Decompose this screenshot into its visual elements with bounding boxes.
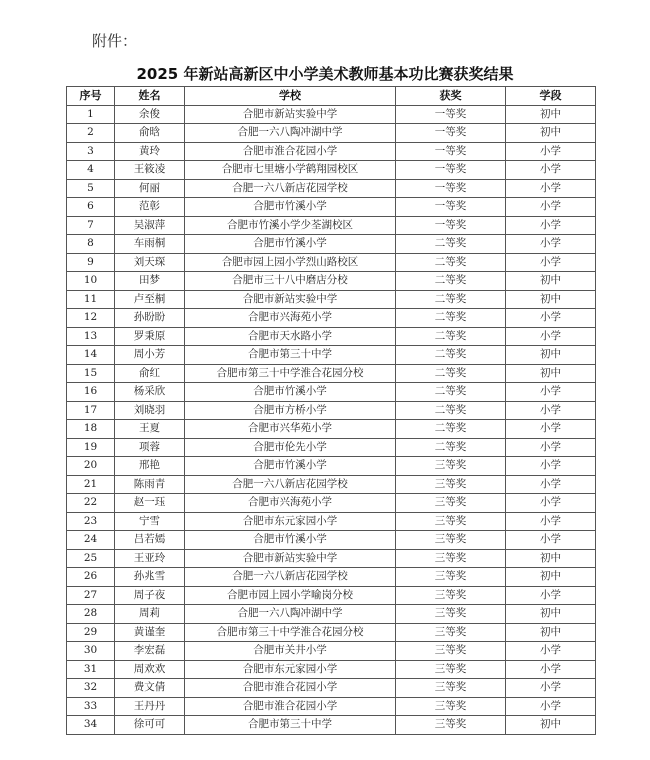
cell-award: 三等奖 (396, 568, 506, 587)
cell-school: 合肥市七里塘小学鹤翔园校区 (185, 161, 396, 180)
cell-level: 初中 (506, 105, 596, 124)
cell-level: 小学 (506, 457, 596, 476)
cell-name: 周欢欢 (115, 660, 185, 679)
cell-award: 二等奖 (396, 420, 506, 439)
table-row (67, 457, 596, 476)
table-row (67, 697, 596, 716)
cell-level: 小学 (506, 383, 596, 402)
cell-school: 合肥市兴海苑小学 (185, 309, 396, 328)
table-row (67, 401, 596, 420)
table-row (67, 438, 596, 457)
cell-level: 小学 (506, 198, 596, 217)
cell-level: 初中 (506, 290, 596, 309)
table-row (67, 364, 596, 383)
cell-index: 15 (67, 364, 115, 383)
cell-index: 23 (67, 512, 115, 531)
cell-index: 6 (67, 198, 115, 217)
cell-school: 合肥市竹溪小学 (185, 235, 396, 254)
table-row (67, 142, 596, 161)
table-row (67, 253, 596, 272)
cell-name: 刘天琛 (115, 253, 185, 272)
table-row (67, 549, 596, 568)
cell-school: 合肥市第三十中学淮合花园分校 (185, 364, 396, 383)
document-title: 2025 年新站高新区中小学美术教师基本功比赛获奖结果 (136, 65, 514, 83)
cell-school: 合肥市园上园小学喻岗分校 (185, 586, 396, 605)
cell-name: 周小芳 (115, 346, 185, 365)
cell-name: 王亚玲 (115, 549, 185, 568)
cell-index: 28 (67, 605, 115, 624)
cell-name: 宁雪 (115, 512, 185, 531)
cell-level: 小学 (506, 494, 596, 513)
cell-school: 合肥市淮合花园小学 (185, 697, 396, 716)
cell-school: 合肥市新站实验中学 (185, 549, 396, 568)
cell-name: 何丽 (115, 179, 185, 198)
table-row (67, 512, 596, 531)
table-row (67, 309, 596, 328)
cell-name: 李宏磊 (115, 642, 185, 661)
cell-index: 33 (67, 697, 115, 716)
table-row (67, 216, 596, 235)
cell-name: 王夏 (115, 420, 185, 439)
cell-level: 小学 (506, 642, 596, 661)
cell-school: 合肥市竹溪小学 (185, 383, 396, 402)
cell-level: 初中 (506, 716, 596, 735)
table-row (67, 716, 596, 735)
cell-award: 三等奖 (396, 623, 506, 642)
cell-name: 余俊 (115, 105, 185, 124)
cell-level: 小学 (506, 697, 596, 716)
cell-name: 俞红 (115, 364, 185, 383)
cell-school: 合肥市三十八中磨店分校 (185, 272, 396, 291)
cell-school: 合肥市方桥小学 (185, 401, 396, 420)
cell-name: 黄玲 (115, 142, 185, 161)
cell-school: 合肥市兴华苑小学 (185, 420, 396, 439)
cell-level: 初中 (506, 272, 596, 291)
cell-award: 一等奖 (396, 161, 506, 180)
table-row (67, 531, 596, 550)
cell-index: 20 (67, 457, 115, 476)
header-school: 学校 (185, 87, 396, 106)
cell-award: 二等奖 (396, 253, 506, 272)
table-row (67, 623, 596, 642)
cell-school: 合肥市新站实验中学 (185, 290, 396, 309)
table-row (67, 475, 596, 494)
cell-name: 吕若嫣 (115, 531, 185, 550)
cell-school: 合肥市兴海苑小学 (185, 494, 396, 513)
cell-name: 孙兆雪 (115, 568, 185, 587)
table-row (67, 198, 596, 217)
cell-award: 三等奖 (396, 679, 506, 698)
cell-level: 小学 (506, 179, 596, 198)
cell-name: 邢艳 (115, 457, 185, 476)
cell-school: 合肥市新站实验中学 (185, 105, 396, 124)
cell-school: 合肥市伦先小学 (185, 438, 396, 457)
cell-school: 合肥市园上园小学烈山路校区 (185, 253, 396, 272)
cell-index: 5 (67, 179, 115, 198)
table-row (67, 586, 596, 605)
cell-index: 4 (67, 161, 115, 180)
table-row (67, 679, 596, 698)
cell-name: 卢至桐 (115, 290, 185, 309)
cell-name: 刘晓羽 (115, 401, 185, 420)
cell-index: 9 (67, 253, 115, 272)
cell-name: 田梦 (115, 272, 185, 291)
cell-level: 初中 (506, 605, 596, 624)
cell-index: 14 (67, 346, 115, 365)
cell-level: 初中 (506, 346, 596, 365)
cell-level: 小学 (506, 586, 596, 605)
cell-award: 二等奖 (396, 272, 506, 291)
table-row (67, 272, 596, 291)
cell-level: 小学 (506, 679, 596, 698)
cell-school: 合肥一六八新店花园学校 (185, 475, 396, 494)
cell-school: 合肥市东元家园小学 (185, 660, 396, 679)
cell-level: 小学 (506, 660, 596, 679)
cell-name: 吴淑萍 (115, 216, 185, 235)
cell-index: 25 (67, 549, 115, 568)
cell-level: 小学 (506, 438, 596, 457)
cell-index: 19 (67, 438, 115, 457)
cell-award: 二等奖 (396, 309, 506, 328)
table-row (67, 290, 596, 309)
cell-school: 合肥市天水路小学 (185, 327, 396, 346)
header-award: 获奖 (396, 87, 506, 106)
cell-school: 合肥市第三十中学 (185, 346, 396, 365)
cell-school: 合肥市竹溪小学 (185, 198, 396, 217)
cell-level: 初中 (506, 568, 596, 587)
table-row (67, 105, 596, 124)
table-row (67, 605, 596, 624)
cell-award: 一等奖 (396, 179, 506, 198)
cell-name: 黄谨奎 (115, 623, 185, 642)
cell-level: 小学 (506, 309, 596, 328)
attachment-label: 附件： (92, 32, 138, 50)
cell-level: 小学 (506, 401, 596, 420)
table-row (67, 660, 596, 679)
cell-award: 三等奖 (396, 457, 506, 476)
cell-name: 车雨桐 (115, 235, 185, 254)
cell-award: 三等奖 (396, 660, 506, 679)
cell-award: 二等奖 (396, 346, 506, 365)
cell-award: 三等奖 (396, 586, 506, 605)
cell-index: 17 (67, 401, 115, 420)
cell-award: 三等奖 (396, 512, 506, 531)
cell-level: 小学 (506, 327, 596, 346)
cell-index: 30 (67, 642, 115, 661)
cell-award: 三等奖 (396, 605, 506, 624)
cell-index: 22 (67, 494, 115, 513)
header-index: 序号 (67, 87, 115, 106)
cell-school: 合肥一六八陶冲湖中学 (185, 124, 396, 143)
cell-index: 11 (67, 290, 115, 309)
cell-level: 小学 (506, 142, 596, 161)
cell-index: 34 (67, 716, 115, 735)
cell-award: 三等奖 (396, 475, 506, 494)
cell-name: 杨采欣 (115, 383, 185, 402)
table-row (67, 124, 596, 143)
cell-school: 合肥市关井小学 (185, 642, 396, 661)
table-row (67, 383, 596, 402)
cell-name: 王丹丹 (115, 697, 185, 716)
cell-school: 合肥市东元家园小学 (185, 512, 396, 531)
cell-award: 二等奖 (396, 438, 506, 457)
cell-name: 范彰 (115, 198, 185, 217)
cell-index: 26 (67, 568, 115, 587)
cell-index: 2 (67, 124, 115, 143)
cell-award: 二等奖 (396, 383, 506, 402)
cell-index: 24 (67, 531, 115, 550)
cell-level: 小学 (506, 420, 596, 439)
cell-award: 一等奖 (396, 216, 506, 235)
table-row (67, 642, 596, 661)
cell-level: 初中 (506, 364, 596, 383)
cell-index: 29 (67, 623, 115, 642)
cell-level: 初中 (506, 124, 596, 143)
table-row (67, 346, 596, 365)
cell-award: 一等奖 (396, 105, 506, 124)
table-header-row (67, 87, 596, 106)
cell-level: 小学 (506, 235, 596, 254)
cell-award: 一等奖 (396, 142, 506, 161)
cell-award: 二等奖 (396, 401, 506, 420)
cell-index: 3 (67, 142, 115, 161)
cell-index: 18 (67, 420, 115, 439)
table-row (67, 327, 596, 346)
cell-award: 三等奖 (396, 494, 506, 513)
cell-school: 合肥市竹溪小学 (185, 457, 396, 476)
cell-level: 小学 (506, 253, 596, 272)
cell-index: 16 (67, 383, 115, 402)
cell-school: 合肥市第三十中学 (185, 716, 396, 735)
table-row (67, 420, 596, 439)
table-row (67, 568, 596, 587)
cell-school: 合肥市竹溪小学少荃湖校区 (185, 216, 396, 235)
awards-table (66, 86, 596, 735)
table-row (67, 179, 596, 198)
cell-name: 孙盼盼 (115, 309, 185, 328)
header-level: 学段 (506, 87, 596, 106)
table-row (67, 161, 596, 180)
cell-level: 小学 (506, 531, 596, 550)
cell-name: 赵一珏 (115, 494, 185, 513)
cell-index: 8 (67, 235, 115, 254)
cell-level: 初中 (506, 549, 596, 568)
cell-level: 小学 (506, 475, 596, 494)
cell-award: 三等奖 (396, 531, 506, 550)
cell-award: 一等奖 (396, 124, 506, 143)
cell-index: 27 (67, 586, 115, 605)
cell-name: 徐可可 (115, 716, 185, 735)
cell-award: 三等奖 (396, 549, 506, 568)
cell-school: 合肥一六八新店花园学校 (185, 568, 396, 587)
cell-index: 13 (67, 327, 115, 346)
cell-award: 二等奖 (396, 290, 506, 309)
cell-award: 二等奖 (396, 235, 506, 254)
cell-level: 初中 (506, 623, 596, 642)
cell-award: 二等奖 (396, 364, 506, 383)
cell-index: 1 (67, 105, 115, 124)
cell-index: 12 (67, 309, 115, 328)
cell-name: 费文倩 (115, 679, 185, 698)
cell-award: 三等奖 (396, 642, 506, 661)
cell-school: 合肥市第三十中学淮合花园分校 (185, 623, 396, 642)
cell-level: 小学 (506, 512, 596, 531)
table-body (67, 105, 596, 734)
table-row (67, 235, 596, 254)
cell-award: 一等奖 (396, 198, 506, 217)
cell-name: 项蓉 (115, 438, 185, 457)
cell-award: 二等奖 (396, 327, 506, 346)
header-name: 姓名 (115, 87, 185, 106)
cell-index: 31 (67, 660, 115, 679)
cell-award: 三等奖 (396, 716, 506, 735)
cell-level: 小学 (506, 216, 596, 235)
cell-school: 合肥市淮合花园小学 (185, 679, 396, 698)
cell-name: 罗秉原 (115, 327, 185, 346)
cell-award: 三等奖 (396, 697, 506, 716)
table-row (67, 494, 596, 513)
cell-name: 周莉 (115, 605, 185, 624)
cell-school: 合肥一六八陶冲湖中学 (185, 605, 396, 624)
cell-index: 32 (67, 679, 115, 698)
cell-school: 合肥一六八新店花园学校 (185, 179, 396, 198)
cell-school: 合肥市淮合花园小学 (185, 142, 396, 161)
cell-name: 王筱凌 (115, 161, 185, 180)
cell-school: 合肥市竹溪小学 (185, 531, 396, 550)
cell-name: 俞晗 (115, 124, 185, 143)
cell-name: 陈雨青 (115, 475, 185, 494)
cell-name: 周子夜 (115, 586, 185, 605)
cell-level: 小学 (506, 161, 596, 180)
cell-index: 10 (67, 272, 115, 291)
cell-index: 21 (67, 475, 115, 494)
cell-index: 7 (67, 216, 115, 235)
